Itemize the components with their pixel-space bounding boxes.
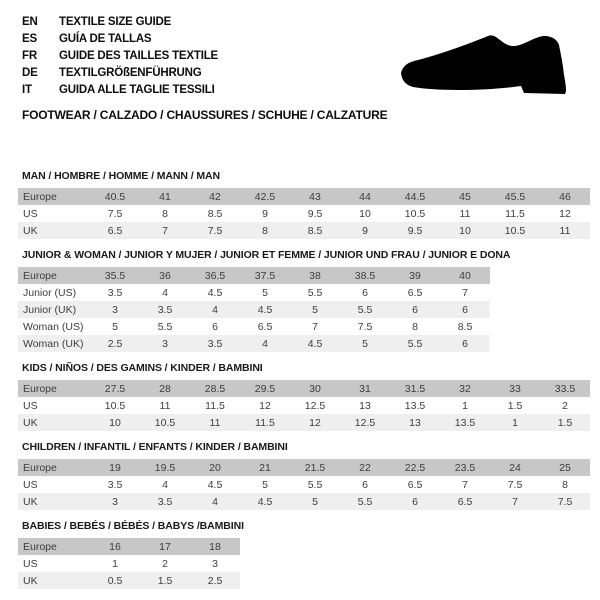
size-cell: 33.5 xyxy=(540,380,590,397)
language-code: FR xyxy=(22,49,37,62)
size-cell: 8.5 xyxy=(207,207,223,220)
row-label: US xyxy=(23,207,38,220)
section-title: KIDS / NIÑOS / DES GAMINS / KINDER / BAMBINI xyxy=(22,362,263,374)
size-cell: 23.5 xyxy=(440,459,490,476)
size-cell: 29.5 xyxy=(240,380,290,397)
size-cell: 10.5 xyxy=(490,222,540,239)
size-cell: 3 xyxy=(90,301,140,318)
size-cell: 8 xyxy=(412,320,418,333)
section-title: MAN / HOMBRE / HOMME / MANN / MAN xyxy=(22,170,220,182)
size-cell: 7 xyxy=(312,320,318,333)
row-label: UK xyxy=(18,572,90,589)
size-cell: 31 xyxy=(340,380,390,397)
size-cell: 7.5 xyxy=(107,207,123,220)
size-cell: 11 xyxy=(540,222,590,239)
size-cell: 2.5 xyxy=(190,572,240,589)
size-cell: 43 xyxy=(290,188,340,205)
size-table xyxy=(18,188,590,239)
size-cell: 8 xyxy=(562,478,568,491)
size-tables xyxy=(18,170,590,589)
size-cell: 36 xyxy=(140,267,190,284)
table-row xyxy=(18,555,240,572)
size-cell: 40.5 xyxy=(90,188,140,205)
size-cell: 6 xyxy=(440,301,490,318)
table-row xyxy=(18,397,590,414)
size-cell: 22 xyxy=(340,459,390,476)
size-cell: 1 xyxy=(112,557,118,570)
size-cell: 41 xyxy=(140,188,190,205)
size-cell: 6 xyxy=(440,335,490,352)
table-row xyxy=(18,301,490,318)
table-row xyxy=(18,284,490,301)
size-cell: 4 xyxy=(190,493,240,510)
size-cell: 31.5 xyxy=(390,380,440,397)
language-title: TEXTILE SIZE GUIDE xyxy=(59,15,172,28)
size-cell: 6 xyxy=(390,493,440,510)
size-cell: 13.5 xyxy=(440,414,490,431)
language-title: GUÍA DE TALLAS xyxy=(59,32,152,45)
size-cell: 6 xyxy=(390,301,440,318)
size-cell: 5.5 xyxy=(307,286,323,299)
size-cell: 30 xyxy=(290,380,340,397)
size-cell: 28 xyxy=(140,380,190,397)
size-cell: 35.5 xyxy=(90,267,140,284)
size-cell: 8.5 xyxy=(457,320,473,333)
size-cell: 1.5 xyxy=(507,399,523,412)
size-cell: 4.5 xyxy=(207,478,223,491)
language-title: GUIDE DES TAILLES TEXTILE xyxy=(59,49,218,62)
size-cell: 4 xyxy=(162,478,168,491)
size-cell: 1 xyxy=(490,414,540,431)
row-label: US xyxy=(23,557,38,570)
size-cell: 20 xyxy=(190,459,240,476)
row-label: Europe xyxy=(18,380,90,397)
size-cell: 12.5 xyxy=(304,399,326,412)
size-cell: 9 xyxy=(340,222,390,239)
size-cell: 4 xyxy=(162,286,168,299)
size-cell: 3 xyxy=(90,493,140,510)
size-table xyxy=(18,380,590,431)
size-cell: 6 xyxy=(362,286,368,299)
language-title: TEXTILGRÖßENFÜHRUNG xyxy=(59,66,202,79)
table-row xyxy=(18,538,240,555)
size-cell: 37.5 xyxy=(240,267,290,284)
size-cell: 12 xyxy=(259,399,271,412)
row-label: Woman (US) xyxy=(23,320,84,333)
size-cell: 7.5 xyxy=(540,493,590,510)
size-cell: 3.5 xyxy=(140,493,190,510)
size-cell: 13.5 xyxy=(404,399,426,412)
size-cell: 9.5 xyxy=(307,207,323,220)
size-cell: 5 xyxy=(290,301,340,318)
size-cell: 36.5 xyxy=(190,267,240,284)
table-row xyxy=(18,318,490,335)
size-section xyxy=(18,249,590,352)
size-cell: 5 xyxy=(112,320,118,333)
table-row xyxy=(18,205,590,222)
row-label: US xyxy=(23,399,38,412)
size-cell: 11.5 xyxy=(505,207,525,220)
size-section xyxy=(18,362,590,431)
size-cell: 4.5 xyxy=(290,335,340,352)
size-cell: 1.5 xyxy=(540,414,590,431)
language-row xyxy=(22,30,218,47)
size-cell: 10 xyxy=(440,222,490,239)
language-code: IT xyxy=(22,83,32,96)
size-cell: 11.5 xyxy=(205,399,225,412)
table-row xyxy=(18,188,590,205)
size-cell: 45 xyxy=(440,188,490,205)
size-cell: 2.5 xyxy=(90,335,140,352)
row-label: Junior (US) xyxy=(23,286,77,299)
size-cell: 22.5 xyxy=(390,459,440,476)
size-cell: 16 xyxy=(90,538,140,555)
size-cell: 10.5 xyxy=(404,207,426,220)
size-cell: 10 xyxy=(359,207,371,220)
size-cell: 10 xyxy=(90,414,140,431)
row-label: Junior (UK) xyxy=(18,301,90,318)
table-row xyxy=(18,414,590,431)
size-cell: 39 xyxy=(390,267,440,284)
size-cell: 42.5 xyxy=(240,188,290,205)
size-cell: 1 xyxy=(462,399,468,412)
size-cell: 6.5 xyxy=(257,320,273,333)
size-cell: 21 xyxy=(240,459,290,476)
size-cell: 12 xyxy=(559,207,571,220)
language-row xyxy=(22,47,218,64)
size-cell: 11 xyxy=(190,414,240,431)
language-code: ES xyxy=(22,32,37,45)
size-cell: 0.5 xyxy=(90,572,140,589)
size-cell: 10.5 xyxy=(104,399,126,412)
size-cell: 45.5 xyxy=(490,188,540,205)
size-cell: 12 xyxy=(290,414,340,431)
size-cell: 7 xyxy=(462,286,468,299)
section-title: JUNIOR & WOMAN / JUNIOR Y MUJER / JUNIOR ET FEMME / JUNIOR UND FRAU / JUNIOR E DONA xyxy=(22,249,511,261)
table-row xyxy=(18,380,590,397)
row-label: Europe xyxy=(18,459,90,476)
size-cell: 5 xyxy=(262,478,268,491)
size-cell: 4 xyxy=(240,335,290,352)
table-row xyxy=(18,476,590,493)
size-cell: 7.5 xyxy=(507,478,523,491)
size-cell: 42 xyxy=(190,188,240,205)
size-cell: 7 xyxy=(140,222,190,239)
table-row xyxy=(18,493,590,510)
size-cell: 3 xyxy=(212,557,218,570)
size-cell: 9 xyxy=(262,207,268,220)
size-cell: 3.5 xyxy=(107,286,123,299)
size-cell: 9.5 xyxy=(390,222,440,239)
size-cell: 3.5 xyxy=(140,301,190,318)
size-cell: 24 xyxy=(490,459,540,476)
size-cell: 3.5 xyxy=(107,478,123,491)
size-cell: 38 xyxy=(290,267,340,284)
size-cell: 1.5 xyxy=(140,572,190,589)
size-cell: 5.5 xyxy=(157,320,173,333)
size-cell: 6.5 xyxy=(407,478,423,491)
size-cell: 25 xyxy=(540,459,590,476)
size-cell: 12.5 xyxy=(340,414,390,431)
size-cell: 4.5 xyxy=(240,493,290,510)
size-table xyxy=(18,538,240,589)
language-row xyxy=(22,13,218,30)
size-table xyxy=(18,459,590,510)
row-label: Europe xyxy=(18,188,90,205)
table-row xyxy=(18,222,590,239)
category-title: FOOTWEAR / CALZADO / CHAUSSURES / SCHUHE / CALZATURE xyxy=(22,108,388,122)
size-cell: 13 xyxy=(359,399,371,412)
size-cell: 2 xyxy=(562,399,568,412)
size-cell: 28.5 xyxy=(190,380,240,397)
language-row xyxy=(22,81,218,98)
size-cell: 40 xyxy=(440,267,490,284)
table-row xyxy=(18,572,240,589)
size-cell: 6.5 xyxy=(440,493,490,510)
row-label: UK xyxy=(18,222,90,239)
size-cell: 3 xyxy=(140,335,190,352)
language-row xyxy=(22,64,218,81)
size-cell: 8.5 xyxy=(290,222,340,239)
size-cell: 6.5 xyxy=(407,286,423,299)
size-cell: 11.5 xyxy=(240,414,290,431)
size-cell: 7 xyxy=(490,493,540,510)
size-cell: 32 xyxy=(440,380,490,397)
section-title: CHILDREN / INFANTIL / ENFANTS / KINDER / BAMBINI xyxy=(22,441,288,453)
size-cell: 4.5 xyxy=(207,286,223,299)
size-cell: 11 xyxy=(159,399,171,412)
size-cell: 21.5 xyxy=(290,459,340,476)
size-cell: 5 xyxy=(290,493,340,510)
size-cell: 46 xyxy=(540,188,590,205)
size-cell: 3.5 xyxy=(190,335,240,352)
size-cell: 4.5 xyxy=(240,301,290,318)
language-title: GUIDA ALLE TAGLIE TESSILI xyxy=(59,83,215,96)
size-cell: 5 xyxy=(340,335,390,352)
row-label: Europe xyxy=(18,267,90,284)
size-cell: 5.5 xyxy=(340,301,390,318)
size-cell: 38.5 xyxy=(340,267,390,284)
size-cell: 5.5 xyxy=(340,493,390,510)
size-cell: 5 xyxy=(262,286,268,299)
row-label: Woman (UK) xyxy=(18,335,90,352)
size-cell: 6.5 xyxy=(90,222,140,239)
dress-shoe-icon xyxy=(398,31,578,99)
size-cell: 10.5 xyxy=(140,414,190,431)
size-section xyxy=(18,520,590,589)
section-title: BABIES / BEBÉS / BÉBÉS / BABYS /BAMBINI xyxy=(22,520,244,532)
size-cell: 7 xyxy=(462,478,468,491)
row-label: US xyxy=(23,478,38,491)
size-cell: 19 xyxy=(90,459,140,476)
size-cell: 27.5 xyxy=(90,380,140,397)
size-cell: 8 xyxy=(240,222,290,239)
size-cell: 7.5 xyxy=(357,320,373,333)
size-cell: 5.5 xyxy=(390,335,440,352)
size-cell: 13 xyxy=(390,414,440,431)
size-cell: 44.5 xyxy=(390,188,440,205)
size-cell: 6 xyxy=(362,478,368,491)
row-label: UK xyxy=(18,414,90,431)
size-section xyxy=(18,441,590,510)
language-code: EN xyxy=(22,15,38,28)
size-cell: 7.5 xyxy=(190,222,240,239)
table-row xyxy=(18,459,590,476)
size-cell: 33 xyxy=(490,380,540,397)
size-cell: 18 xyxy=(190,538,240,555)
size-section xyxy=(18,170,590,239)
language-list xyxy=(22,13,218,98)
size-cell: 5.5 xyxy=(307,478,323,491)
row-label: Europe xyxy=(18,538,90,555)
row-label: UK xyxy=(18,493,90,510)
table-row xyxy=(18,335,490,352)
size-cell: 17 xyxy=(140,538,190,555)
size-cell: 19.5 xyxy=(140,459,190,476)
size-cell: 4 xyxy=(190,301,240,318)
size-cell: 44 xyxy=(340,188,390,205)
size-cell: 8 xyxy=(162,207,168,220)
size-table xyxy=(18,267,490,352)
language-code: DE xyxy=(22,66,38,79)
size-cell: 2 xyxy=(162,557,168,570)
size-cell: 6 xyxy=(212,320,218,333)
table-row xyxy=(18,267,490,284)
size-cell: 11 xyxy=(459,207,471,220)
